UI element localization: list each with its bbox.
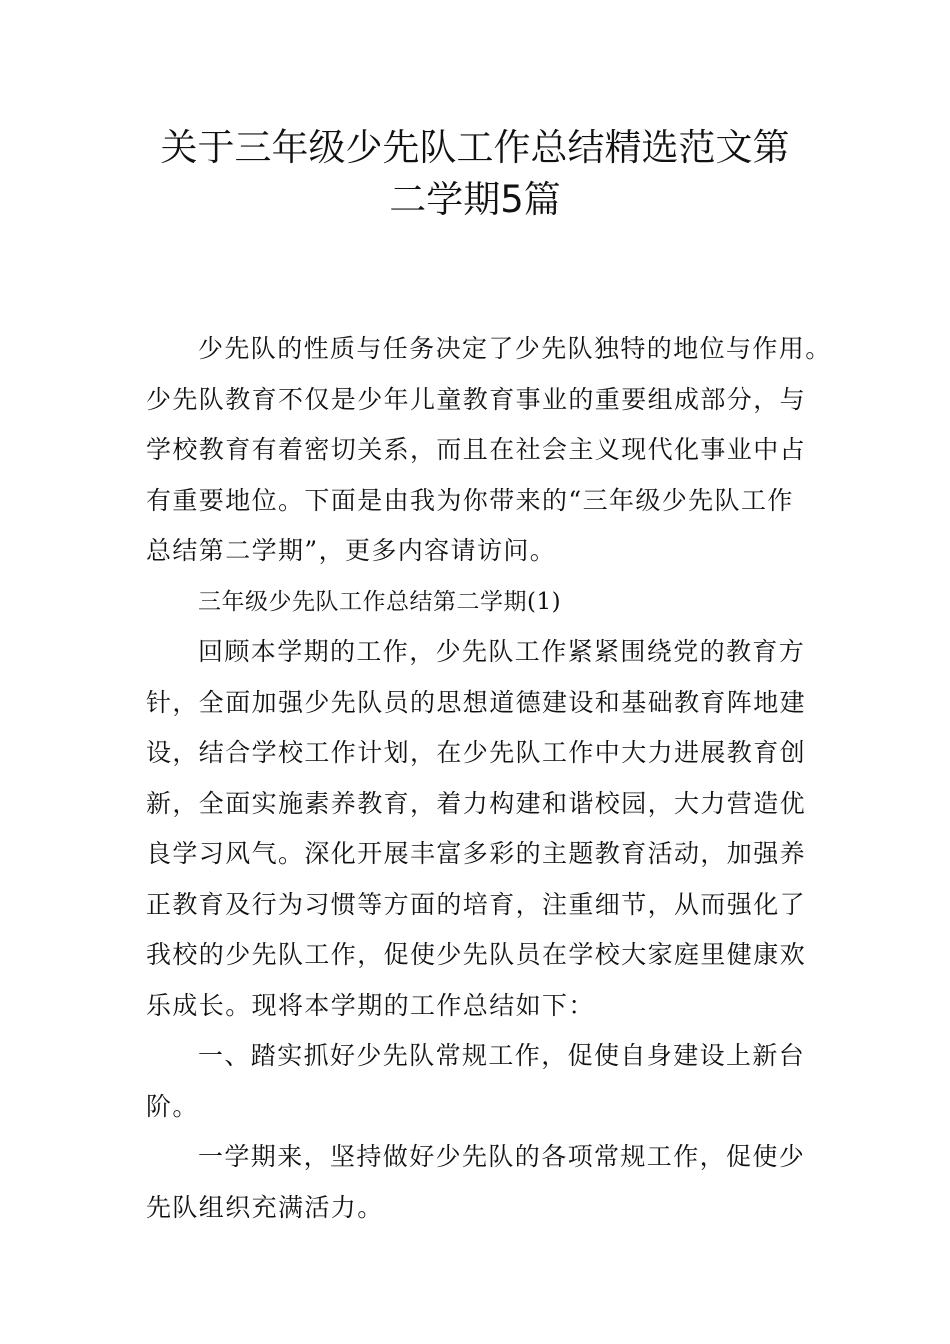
paragraph-line: 少先队教育不仅是少年儿童教育事业的重要组成部分，与 (146, 384, 807, 414)
paragraph-line: 总结第二学期”，更多内容请访问。 (146, 536, 557, 565)
paragraph-line: 回顾本学期的工作，少先队工作紧紧围绕党的教育方 (198, 637, 806, 666)
paragraph-line: 一、踏实抓好少先队常规工作，促使自身建设上新台 (198, 1041, 806, 1070)
paragraph-line: 良学习风气。深化开展丰富多彩的主题教育活动，加强养 (146, 839, 807, 868)
paragraph-line: 阶。 (146, 1091, 199, 1121)
paragraph-line: 少先队的性质与任务决定了少先队独特的地位与作用。 (198, 334, 832, 363)
paragraph-line: 一学期来，坚持做好少先队的各项常规工作，促使少 (198, 1142, 806, 1171)
paragraph-line: 设，结合学校工作计划，在少先队工作中大力进展教育创 (146, 738, 807, 767)
document-title (120, 122, 830, 226)
paragraph-line: 学校教育有着密切关系，而且在社会主义现代化事业中占 (146, 435, 807, 464)
paragraph-line: 乐成长。现将本学期的工作总结如下： (146, 990, 595, 1020)
paragraph-line: 针，全面加强少先队员的思想道德建设和基础教育阵地建 (146, 687, 807, 717)
section-heading: 三年级少先队工作总结第二学期(1) (198, 588, 562, 615)
title-line-2: 二学期5篇 (389, 178, 561, 221)
paragraph-line: 正教育及行为习惯等方面的培育，注重细节，从而强化了 (146, 889, 807, 919)
paragraph-line: 新，全面实施素养教育，着力构建和谐校园，大力营造优 (146, 788, 807, 818)
title-line-1: 关于三年级少先队工作总结精选范文第 (160, 126, 790, 169)
paragraph-line: 我校的少先队工作，促使少先队员在学校大家庭里健康欢 (146, 940, 807, 969)
paragraph-line: 先队组织充满活力。 (146, 1192, 384, 1222)
paragraph-line: 有重要地位。下面是由我为你带来的“三年级少先队工作 (146, 485, 794, 515)
document-body (146, 324, 832, 1233)
